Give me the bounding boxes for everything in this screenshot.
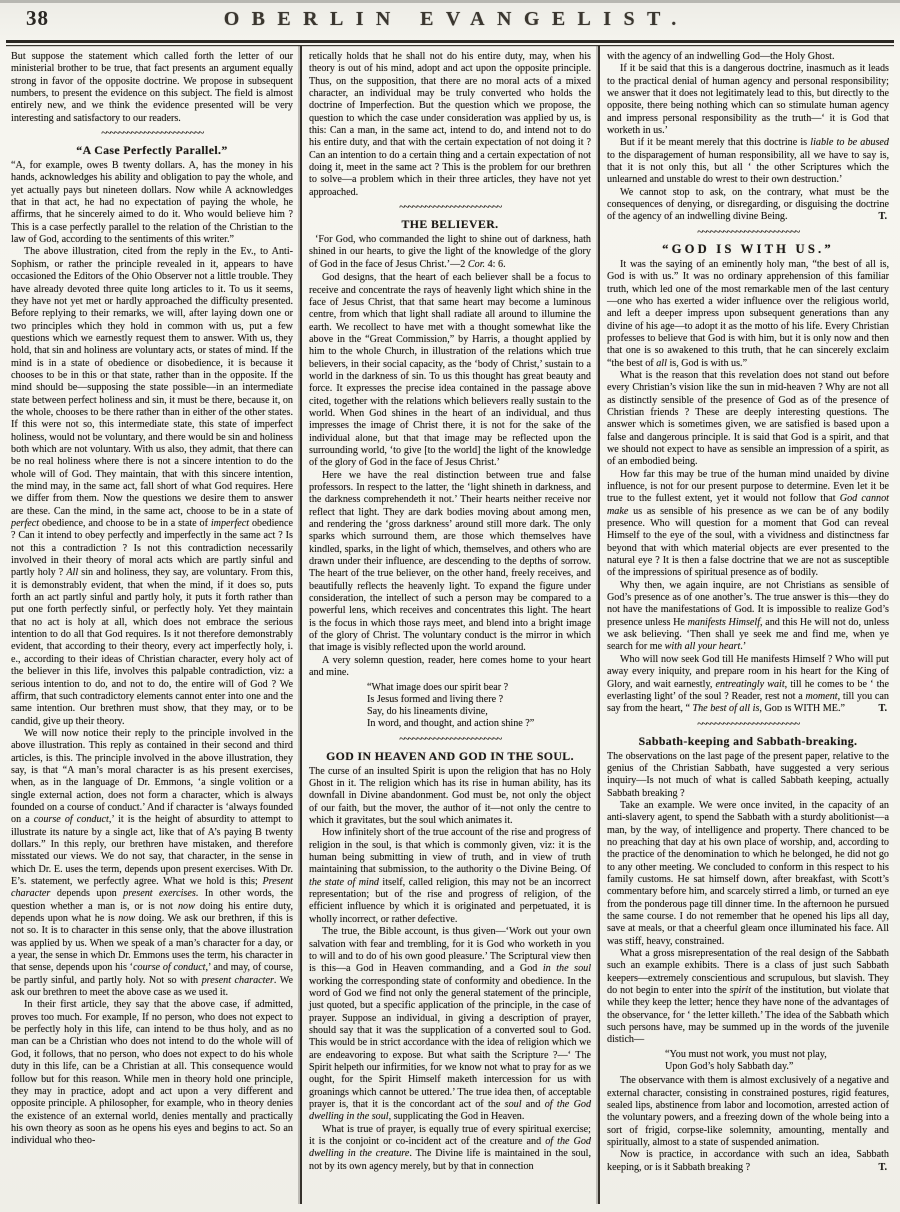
article-heading: GOD IN HEAVEN AND GOD IN THE SOUL.	[326, 748, 574, 763]
article-paragraph: “A, for example, owes B twenty dollars. A, has the money in his hands, acknowledges his ability and obligation to pay the whole, and yet actually pays but nineteen dollars. Now while A acknowledges that in that act, he had no expectation of paying the whole, he affirms, that he sincerely aimed to do it. Who would believe him ? This is a case perfectly parallel to the relation of the Christian to the law of God, according to the sentiments of this writer.”	[11, 160, 293, 246]
article-paragraph: But suppose the statement which called forth the letter of our ministerial brother to be true, that fact presents an argument equally strong in favor of the opposite doctrine. We propose in subsequent numbers, to present the evidence on this subject. The field is almost entirely new, and we think the evidence presented will be very interesting and satisfactory to our readers.	[11, 51, 293, 124]
author-initial: T.	[878, 211, 887, 223]
article-paragraph: Why then, we again inquire, are not Christians as sensible of God’s presence as of one another’s. The true answer is this—they do not have the manifestations of God. It is impossible to realize God’s presence unless He manifests Himself, and this He will not do, unless we ask believing. ‘Then shall ye seek me and find me, when ye search for me with all your heart.’	[607, 579, 890, 653]
squiggle-divider: ~~~~~~~~~~~~~~~~~~~~~~~~	[697, 226, 799, 238]
article-heading: “A Case Perfectly Parallel.”	[76, 143, 228, 158]
article-paragraph: Take an example. We were once invited, in the capacity of an anti-slavery agent, to spend the Sabbath with a sturdy abolitionist—a man, by the way, of intelligence and property. There chanced to be no preaching that day at his own place of worship, and, according to the practice of the denomination to which he belonged, he did not go to any other meeting. We concluded to conform in this respect to his family customs. He sat himself down, after breakfast, with Scott’s commentary before him, and scarcely stirred a limb, or turned an eye from the ponderous page till dinner time. In the afternoon he pursued the same course. I do not remember that he opened his lips all day, save at meals, or that a cheerful gleam once illuminated his face. All was stiff, heavy, constrained.	[607, 799, 889, 947]
verse-block	[367, 682, 591, 731]
author-initial: T.	[878, 1161, 887, 1173]
author-initial: T.	[878, 703, 887, 715]
article-paragraph: We cannot stop to ask, on the contrary, what must be the consequences of denying, or disregarding, or disguising the doctrine of the agency of an indwelling divine Being. T.	[607, 186, 889, 223]
article-paragraph: The curse of an insulted Spirit is upon the religion that has no Holy Ghost in it. The religion which has its rise in human ability, has its downfall in Divine abandonment. God must be, not only the object of our faith, but the mover, the author of it—not only the centre to which it gravitates, but the soul which animates it.	[309, 765, 591, 827]
squiggle-divider: ~~~~~~~~~~~~~~~~~~~~~~~~	[399, 733, 501, 745]
article-paragraph: How infinitely short of the true account of the rise and progress of religion in the soul, is that which is commonly given, viz: it is the human being submitting in view of truth, and in view of truth maintaining that submission, to the authority o the Divine Being. Of the state of mind itself, called religion, this may not be an incorrect representation; but of the rise and progress of religion, of the efficient influence by which it is originated and perpetuated, it is wholly incorrect, or rather defective.	[309, 827, 591, 925]
article-paragraph: The above illustration, cited from the reply in the Ev., to Anti-Sophism, or rather the principle revealed in it, appears to have occasioned the Editors of the Ohio Observer not a little trouble. They have already devoted three quite long articles to it. To us it seems, they have not yet met or hardly approached the difficulty presented. Before replying to their remarks, we will, after laying down one or two principles which they hold in common with us, put a few questions which we earnestly request them to answer. With us, they hold, that sin and holiness are voluntary acts, or states of mind. If the mind is in a state of obedience or disobedience, it is because it chooses to be in this or that state, rather than in the opposite. If the mind should be—supposing the state possible—in an intermediate state between perfect holiness and sin, it must be there, because it, on the whole, chooses to be there rather than in either of the other states. If this were not so, this intermediate state, this state of imperfect holiness, would not be voluntary, and there would be sin and holiness both which are not voluntary. With us also, they admit, that there can be no real holiness where there is not a sincere intention to do the whole will of God. They maintain, that with this sincere intention, the mind may, in the same act, fall short of what God requires. Here we differ from them. Now the questions we desire them to answer are these. Can the mind, in the same act, choose to be in a state of perfect obedience, and choose to be in a state of imperfect obedience ? Can it intend to obey perfectly and imperfectly in the same act ? Is not this a contradiction ? Is not this contradiction necessarily involved in their theory of moral acts which are partly sinful and partly holy ? All sin and holiness, they say, are voluntary. From this, it is demonstrably evident, that when the mind, if it does so, puts forth an act partly sinful and partly holy, it puts it forth rather than put one forth perfectly sinful, or perfectly holy. Yet they maintain that no act is holy at all, which does not embrace the serious intention to do all that God requires. Is it not therefore demonstrably evident, that according to their theory, every act imperfectly holy, i. e., according to their ideas of Christian character, every holy act of the believer in this life, involves this palpable contradiction, viz: a serious intention to do, and not to do, the entire will of God ? We affirm, that such contradictory elements cannot enter into one and the same intention. Our brethren must show, that they may, or to be candid, give up their theory.	[11, 246, 293, 727]
article-paragraph: What is the reason that this revelation does not stand out before every Christian’s vision like the sun in mid-heaven ? Why are not all as distinctly sensible of the presence of God as of the presence of Christian friends ? These are deeply interesting questions. The answer which is sometimes given, we are satisfied is based upon a false and dangerous principle. It is said that God is a spirit, and that we should not expect to have as sensible an impression of a spirit, as of an embodied being.	[607, 369, 889, 468]
column-1	[4, 46, 300, 1204]
article-paragraph: We will now notice their reply to the principle involved in the above illustration. This reply as contained in their second and third articles, is this. The principle involved in the above illustration, they say, is that “A man’s moral character is as his present exercises, when, as in the language of Dr. Emmons, ‘a single volition or a single external action, does not form a character, which is always founded on a course of conduct.’ And if character is ‘always founded on a course of conduct,’ it is the height of absurdity to attempt to illustrate its nature by a single act, like that of A’s paying B twenty dollars.” In this reply, our brethren have mistaken, and therefore misstated our views. We do not say, that character, in the sense in which Dr. E. uses the term, depends upon present exercises. With Dr. E’s. statement, we perfectly agree. What we hold is this; Present character depends upon present exercises. In other words, the question whether a man is, or is not now doing his entire duty, depends upon what he is now doing. We ask our brethren, if this is not so. It is to character in this sense only, that the above illustration was applied by us. When we speak of a man’s character for a day, or a year, the sense in which Dr. Emmons uses the term, his character in that sense, depends upon his ‘course of conduct,’ and may, of course, be partly sinful, and partly holy. Not so with present character. We ask our brethren to meet the above case as we used it.	[11, 727, 293, 999]
article-paragraph: Now is practice, in accordance with such an idea, Sabbath keeping, or is it Sabbath breaking ? T.	[607, 1149, 889, 1173]
verse-line: Is Jesus formed and living there ?	[367, 693, 504, 705]
verse-line: “What image does our spirit bear ?	[367, 681, 509, 693]
verse-line: Say, do his lineaments divine,	[367, 706, 488, 718]
article-paragraph: What a gross misrepresentation of the real design of the Sabbath such an example exhibits. There is a class of just such Sabbath keepers—extremely conscientious and scrupulous, but slavish. They do not begin to enter into the spirit of the institution, but violate that while they keep the letter; hence they have none of the advantages of the observance, for ‘ the letter killeth.’ The idea of the Sabbath which such persons have, may be summed up in the words of the juvenile distich—	[607, 948, 890, 1046]
article-paragraph: The observations on the last page of the present paper, relative to the genius of the Christian Sabbath, have suggested a very serious inquiry—Is not much of what is called Sabbath keeping, actually Sabbath breaking ?	[607, 750, 889, 799]
masthead-title: OBERLIN EVANGELIST.	[223, 8, 689, 30]
article-paragraph: A very solemn question, reader, here comes home to your heart and mine.	[309, 654, 591, 679]
page-number: 38	[26, 6, 49, 30]
article-paragraph: Here we have the real distinction between true and false professors. In respect to the latter, the ‘light shineth in darkness, and the darkness comprehendeth it not.’ Their hearts neither receive nor reflect that light. They are dark bodies moving about among men, and rendering the ‘gross darkness’ around still more dark. The only sparks which surround them, are those which themselves have kindled, sparks, in the light of which, themselves, and others who are drawn under their influence, are descending to the depths of sorrow. The heart of the true believer, on the other hand, freely receives, and beautifully reflects the heavenly light. To expand the figure under consideration, the intellect of such a person may be compared to a powerful lens, which receives and concentrates this light. The heart is the focus in which those rays meet, and blend into a bright image of the glory of Christ. The voluntary conduct is the mirror in which that image is visibly reflected upon the world around.	[309, 469, 591, 654]
article-heading: “GOD IS WITH US.”	[662, 241, 834, 256]
article-paragraph: In their first article, they say that the above case, if admitted, proves too much. For example, If no person, who does not expect to be perfectly holy in this life, can intend to be thus holy, and as no man can be a Christian who does not intend to do the whole will of God, it follows, that no person, who does not expect to do his whole duty in this life, can be a Christian at all. This consequence would follow but for this reason. While men in theory hold one principle, they may in practice, adopt and act upon a very different and opposite principle. A philosopher, for example, who in theory denies the existence of an external world, denies mentally and practically his own theory as soon as he opens his eyes and begins to act. So an individual who theo-	[11, 999, 293, 1147]
article-paragraph: The true, the Bible account, is thus given—‘Work out your own salvation with fear and trembling, for it is God who worketh in you to will and to do of his own good pleasure.’ The Scriptural view then is this—a God in Heaven commanding, and a God in the soul working the corresponding state of conformity and obedience. In the word of God we find not only the general statement of the principle, just quoted, but a specific application of the principle, in the case of prayer. Suppose an individual, in giving a description of prayer, should say that it was the supplication of a converted soul to God. This would be in strict accordance with the idea of religion which we are endeavoring to expose. But what saith the Scripture ?—‘ The Spirit helpeth our infirmities, for we know not what to pray for as we ought, for the Spirit Himself maketh intercession for us with groanings which cannot be uttered.’ The true idea then, of acceptable prayer is, that it is the concordant act of the soul and of the God dwelling in the soul, supplicating the God in Heaven.	[309, 926, 592, 1123]
article-heading: Sabbath-keeping and Sabbath-breaking.	[638, 733, 858, 748]
article-paragraph: How far this may be true of the human mind unaided by divine influence, is not for our present purpose to determine. Even let it be true to the fullest extent, yet it would not follow that God cannot make us as sensible of his presence as we can be of any bodily presence. Who will question for a moment that God can reveal Himself to the eye of the soul, with a vividness and distinctness far beyond that with which material objects are ever presented to the natural eye ? It is then a false doctrine that we are not as susceptible of the impressions of spiritual presence as of bodily.	[607, 468, 889, 579]
article-paragraph: If it be said that this is a dangerous doctrine, inasmuch as it leads to the practical denial of human agency and personal responsibility; we answer that it does not legitimately lead to this, but directly to the opposite, there being nothing which can so stimulate human agency and impress personal responsibility as the truth—‘ it is God that worketh in us.’	[607, 63, 889, 137]
article-heading: THE BELIEVER.	[401, 217, 499, 232]
verse-line: In word, and thought, and action shine ?”	[367, 718, 535, 730]
article-paragraph: What is true of prayer, is equally true of every spiritual exercise; it is the conjoint or co-incident act of the creature and of the God dwelling in the creature. The Divine life is maintained in the soul, not by its own agency merely, but by that in connection	[309, 1123, 591, 1172]
squiggle-divider: ~~~~~~~~~~~~~~~~~~~~~~~~	[399, 202, 501, 214]
verse-line: “You must not work, you must not play,	[665, 1048, 827, 1060]
article-columns	[4, 46, 896, 1204]
article-paragraph: God designs, that the heart of each believer shall be a focus to receive and concentrate the rays of heavenly light which shine in the face of Jesus Christ, that that same heart may become a luminous centre, from which that light shall radiate all around to illumine the earth. We recollect to have met with a thought somewhat like the above in the “Great Commission,” by Harris, a thought applied by him to the whole Church, in illustration of the relations which true believers, in their social capacity, as the ‘body of Christ,’ sustain to a world in the darkness of sin. To us this thought has great beauty and force. It expresses the precise idea contained in the passage above cited, together with the relations which believers really sustain to the world. When God shines in the heart of an individual, and thus impresses the image of Christ there, it is not for the sake of the individual alone, but that that image may be reflected upon the surrounding world, ‘to give [to the world] the light of the knowledge of the glory of God in the face of Jesus Christ.’	[309, 272, 591, 469]
article-paragraph: Who will now seek God till He manifests Himself ? Who will put away every iniquity, and prepare room in his heart for the King of Glory, and wait earnestly, entreatingly wait, till he comes to be ‘ the everlasting light’ of the soul ? Reader, rest not a moment, till you can say from the heart, “ The best of all is, Gᴏᴅ ɪs WITH ME.” T.	[607, 653, 889, 715]
squiggle-divider: ~~~~~~~~~~~~~~~~~~~~~~~~	[697, 718, 799, 730]
article-paragraph: The observance with them is almost exclusively of a negative and external character, consisting in constrained postures, rigid features, sealed lips, abstinence from labor and locomotion, arrested action of the voluntary powers, and a freezing down of the whole being into a sort of frigid, corpse-like solemnity, amounting, mentally and spiritually, almost to a state of suspended animation.	[607, 1075, 889, 1149]
verse-line: Upon God’s holy Sabbath day.”	[665, 1061, 794, 1073]
scripture-epigraph: ‘For God, who commanded the light to shine out of darkness, hath shined in our hearts, to give the light of the knowledge of the glory of God in the face of Jesus Christ.’—2 Cor. 4: 6.	[309, 234, 591, 270]
article-paragraph: retically holds that he shall not do his entire duty, may, when his theory is out of his mind, adopt and act upon the opposite principle. Thus, on the supposition, that there are no moral acts of a mixed character, an individual may be truly converted who holds the doctrine of Imperfection. But the question which we propose, the question to which the case under consideration was applied by us, is this: Can a man, in the same act, intend to do, and intend not to do his entire duty, and that with the certain expectation of not doing it ? Can an intention to do a certain thing and a certain expectation of not doing it, meet in the same act ? This is the problem for our brethren to solve—a problem which in their three articles, they have not yet approached.	[309, 51, 591, 198]
article-paragraph: with the agency of an indwelling God—the Holy Ghost.	[607, 51, 835, 62]
column-3	[598, 46, 896, 1204]
article-paragraph: But if it be meant merely that this doctrine is liable to be abused to the disparagement of human responsibility, all we have to say is, that it is not only this, but all ‘ the other Scriptures which the unlearned and unstable do wrest to their own destruction.’	[607, 137, 889, 186]
squiggle-divider: ~~~~~~~~~~~~~~~~~~~~~~~~	[101, 128, 203, 140]
column-2	[300, 46, 598, 1204]
article-paragraph: It was the saying of an eminently holy man, “the best of all is, God is with us.” It was no ordinary apprehension of this familiar truth, which led one of the most remarkable men of the last century—one who has exerted a wider influence over the religious world, and left a deeper impress upon subsequent generations than any divine of his age—to adopt it as the motto of his life. Every Christian professes to believe that God is with him, but it is only now and then that one is so awakened to this truth, that he can sincerely exclaim “the best of all is, God is with us.”	[607, 258, 889, 369]
verse-block	[665, 1049, 889, 1074]
masthead	[0, 0, 900, 40]
